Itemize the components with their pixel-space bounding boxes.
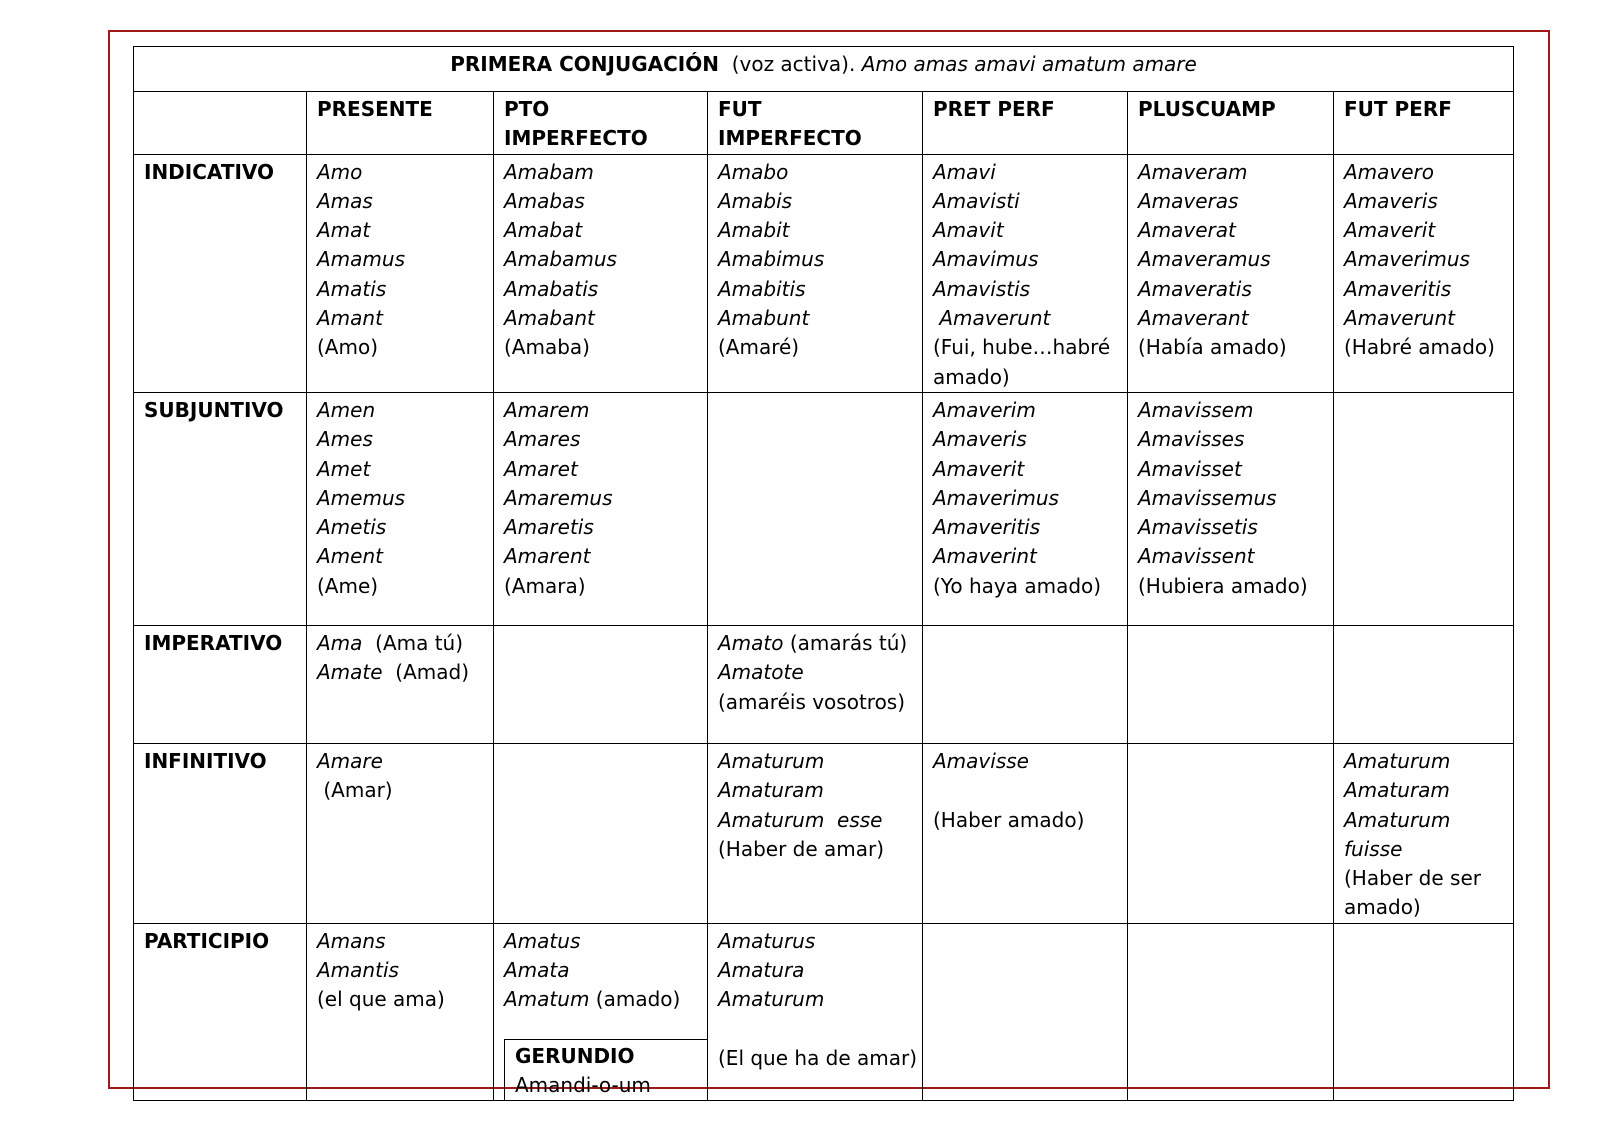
cell-indicativo-fut-imperfecto xyxy=(708,154,923,392)
form-line: Amavisset xyxy=(1138,456,1242,481)
cell-participio-pret-perf xyxy=(923,923,1128,1100)
form-line: Amo xyxy=(317,159,363,184)
form-line: Amatus xyxy=(504,928,581,953)
cell-indicativo-pluscuamp xyxy=(1128,154,1334,392)
form-line: Amant xyxy=(317,306,383,331)
form-line: Amare xyxy=(317,748,383,773)
header-corner xyxy=(134,92,307,155)
form-line: Amet xyxy=(317,456,371,481)
row-label-subjuntivo: SUBJUNTIVO xyxy=(134,392,307,625)
row-label-indicativo: INDICATIVO xyxy=(134,154,307,392)
form-line: Amabamus xyxy=(504,247,617,272)
header-row xyxy=(134,92,1514,155)
form-line: Amabimus xyxy=(718,247,825,272)
form-line: Amares xyxy=(504,427,581,452)
form-line xyxy=(504,985,697,1014)
row-imperativo xyxy=(134,625,1514,743)
form-line: Amaveratis xyxy=(1138,276,1252,301)
cell-imperativo-pret-perf xyxy=(923,625,1128,743)
cell-subjuntivo-pret-perf xyxy=(923,392,1128,625)
cell-infinitivo-presente xyxy=(307,743,494,923)
translation-line: (Amar) xyxy=(317,778,393,803)
form-line: Amavissent xyxy=(1138,544,1255,569)
form-line: Amarent xyxy=(504,544,591,569)
title-main: PRIMERA CONJUGACIÓN xyxy=(450,52,719,76)
cell-participio-fut-imperfecto xyxy=(708,923,923,1100)
form-line: Amamus xyxy=(317,247,405,272)
form-line: Ament xyxy=(317,544,383,569)
row-label-participio: PARTICIPIO xyxy=(134,923,307,1100)
form-line: Amaret xyxy=(504,456,578,481)
translation: (Amad) xyxy=(382,660,470,685)
cell-indicativo-imperfecto xyxy=(494,154,708,392)
cell-infinitivo-fut-perf xyxy=(1334,743,1514,923)
form-line: Amaveris xyxy=(933,427,1027,452)
form-line: Ames xyxy=(317,427,373,452)
form-line: Amaverimus xyxy=(933,485,1059,510)
form-line: Amaverant xyxy=(1138,306,1249,331)
form-line: Amabit xyxy=(718,218,790,243)
cell-subjuntivo-pluscuamp xyxy=(1128,392,1334,625)
col-header-pto-imperfecto: PTO IMPERFECTO xyxy=(494,92,708,155)
cell-infinitivo-pret-perf xyxy=(923,743,1128,923)
form-line: Amaremus xyxy=(504,485,613,510)
row-infinitivo xyxy=(134,743,1514,923)
cell-infinitivo-pluscuamp xyxy=(1128,743,1334,923)
form-line: Amaveram xyxy=(1138,159,1248,184)
form-line: Amat xyxy=(317,218,371,243)
form-line: Amaveritis xyxy=(1344,276,1452,301)
gerundio-box xyxy=(504,1039,708,1100)
translation: (amarás tú) xyxy=(783,630,908,655)
form-line: Amemus xyxy=(317,485,406,510)
translation-line: (Haber amado) xyxy=(933,807,1085,832)
col-header-presente: PRESENTE xyxy=(307,92,494,155)
table-title xyxy=(134,47,1514,92)
translation-line: (Amara) xyxy=(504,573,586,598)
row-label-infinitivo: INFINITIVO xyxy=(134,743,307,923)
form-line: Amaverit xyxy=(1344,218,1436,243)
form-line: Amabo xyxy=(718,159,789,184)
translation: (amado) xyxy=(589,987,681,1012)
translation-line: (El que ha de amar) xyxy=(718,1045,918,1070)
spacer-line xyxy=(718,1015,912,1044)
form-line: Amaturum xyxy=(718,748,825,773)
col-header-pret-perf: PRET PERF xyxy=(923,92,1128,155)
form-line: Amabam xyxy=(504,159,594,184)
translation-line: (Yo haya amado) xyxy=(933,573,1102,598)
form-line: Amaverit xyxy=(933,456,1025,481)
cell-infinitivo-fut-imperfecto xyxy=(708,743,923,923)
cell-subjuntivo-fut-perf xyxy=(1334,392,1514,625)
form-line: Amaturam xyxy=(1344,778,1450,803)
translation-line: (Había amado) xyxy=(1138,335,1287,360)
cell-participio-pluscuamp xyxy=(1128,923,1334,1100)
title-row xyxy=(134,47,1514,92)
form-line: Amaverunt xyxy=(933,306,1051,331)
translation-line: (Haber de ser amado) xyxy=(1344,866,1481,920)
form-line: Amatote xyxy=(718,660,804,685)
col-header-fut-imperfecto: FUT IMPERFECTO xyxy=(708,92,923,155)
cell-subjuntivo-presente xyxy=(307,392,494,625)
cell-indicativo-presente xyxy=(307,154,494,392)
form-line: Amavissemus xyxy=(1138,485,1277,510)
form-line: Amaverint xyxy=(933,544,1037,569)
form-line: Amabas xyxy=(504,188,585,213)
form-line: Amaveris xyxy=(1344,188,1438,213)
cell-subjuntivo-fut-imperfecto xyxy=(708,392,923,625)
form-line: Amabat xyxy=(504,218,583,243)
row-participio xyxy=(134,923,1514,1100)
cell-infinitivo-imperfecto xyxy=(494,743,708,923)
cell-indicativo-fut-perf xyxy=(1334,154,1514,392)
form-line: Amavit xyxy=(933,218,1004,243)
cell-imperativo-fut-imperfecto xyxy=(708,625,923,743)
latin-form: Ama xyxy=(317,630,363,655)
cell-imperativo-fut-perf xyxy=(1334,625,1514,743)
form-line: Amaveras xyxy=(1138,188,1239,213)
row-indicativo xyxy=(134,154,1514,392)
form-line: Ametis xyxy=(317,515,387,540)
cell-imperativo-pluscuamp xyxy=(1128,625,1334,743)
form-line xyxy=(317,658,483,687)
translation-line: (Hubiera amado) xyxy=(1138,573,1308,598)
form-line: Amaturus xyxy=(718,928,816,953)
col-header-fut-perf: FUT PERF xyxy=(1334,92,1514,155)
form-line: Amantis xyxy=(317,958,399,983)
form-line: Amavistis xyxy=(933,276,1031,301)
col-header-pluscuamp: PLUSCUAMP xyxy=(1128,92,1334,155)
form-line: Amaveritis xyxy=(933,515,1041,540)
row-label-imperativo: IMPERATIVO xyxy=(134,625,307,743)
form-line: Amavimus xyxy=(933,247,1039,272)
form-line: Amaturum xyxy=(1344,807,1451,832)
cell-subjuntivo-imperfecto xyxy=(494,392,708,625)
cell-participio-fut-perf xyxy=(1334,923,1514,1100)
form-line: Amavissetis xyxy=(1138,515,1258,540)
conjugation-table xyxy=(133,46,1514,1101)
translation-line: (Haber de amar) xyxy=(718,836,885,861)
translation-line: (Amo) xyxy=(317,335,379,360)
form-line: Amans xyxy=(317,928,386,953)
translation: (Ama tú) xyxy=(362,630,464,655)
form-line: Amaretis xyxy=(504,515,594,540)
form-line: Amavero xyxy=(1344,159,1435,184)
form-line: Amabatis xyxy=(504,276,599,301)
form-line: Amatis xyxy=(317,276,387,301)
form-line: Amen xyxy=(317,397,376,422)
form-line: Amaturam xyxy=(718,778,824,803)
translation-line: (Ame) xyxy=(317,573,379,598)
latin-form: Amatum xyxy=(504,987,590,1012)
gerundio-forms: Amandi-o-um xyxy=(515,1073,651,1098)
form-line: Amaverat xyxy=(1138,218,1236,243)
form-line xyxy=(317,629,483,658)
form-line: Amaverunt xyxy=(1344,306,1455,331)
row-subjuntivo xyxy=(134,392,1514,625)
form-line: Amavisse xyxy=(933,748,1029,773)
form-line: Amatura xyxy=(718,958,805,983)
cell-imperativo-imperfecto xyxy=(494,625,708,743)
cell-indicativo-pret-perf xyxy=(923,154,1128,392)
form-line: Amaveramus xyxy=(1138,247,1271,272)
form-line: Amaturum xyxy=(718,987,825,1012)
cell-imperativo-presente xyxy=(307,625,494,743)
form-line: Amaverimus xyxy=(1344,247,1470,272)
form-line: Amabant xyxy=(504,306,595,331)
translation-line: (el que ama) xyxy=(317,987,445,1012)
translation-line: (Habré amado) xyxy=(1344,335,1495,360)
form-line: Amas xyxy=(317,188,373,213)
translation-line: (Amaba) xyxy=(504,335,590,360)
cell-participio-imperfecto xyxy=(494,923,708,1100)
form-line: fuisse xyxy=(1344,836,1403,861)
form-line: Amaverim xyxy=(933,397,1036,422)
form-line: Amabis xyxy=(718,188,793,213)
form-line: Amaturum esse xyxy=(718,807,883,832)
cell-participio-presente xyxy=(307,923,494,1100)
form-line: Amavisses xyxy=(1138,427,1245,452)
form-line: Amabitis xyxy=(718,276,806,301)
title-voice: (voz activa). xyxy=(731,52,856,76)
title-principal-parts: Amo amas amavi amatum amare xyxy=(861,52,1197,76)
form-line: Amarem xyxy=(504,397,590,422)
form-line xyxy=(718,629,912,658)
form-line: Amabunt xyxy=(718,306,810,331)
form-line: Amavisti xyxy=(933,188,1020,213)
translation-line: (Fui, hube…habré amado) xyxy=(933,335,1111,389)
spacer-line xyxy=(933,776,1117,805)
latin-form: Amate xyxy=(317,660,383,685)
translation-line: (Amaré) xyxy=(718,335,800,360)
form-line: Amata xyxy=(504,958,570,983)
form-line: Amaturum xyxy=(1344,748,1451,773)
form-line: Amavi xyxy=(933,159,996,184)
translation-line: (amaréis vosotros) xyxy=(718,689,906,714)
latin-form: Amato xyxy=(718,630,784,655)
gerundio-label: GERUNDIO xyxy=(515,1043,635,1068)
form-line: Amavissem xyxy=(1138,397,1254,422)
